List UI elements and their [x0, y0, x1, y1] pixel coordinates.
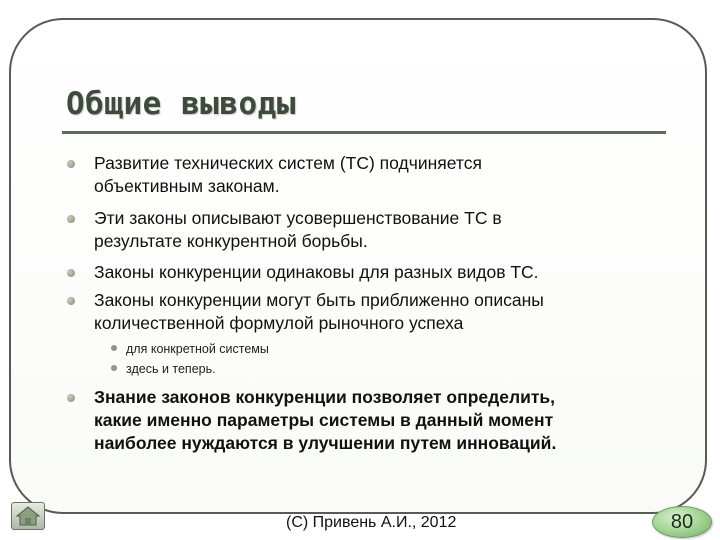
bullet-5-line-1: Знание законов конкуренции позволяет определить, — [94, 387, 556, 407]
home-button[interactable] — [11, 502, 45, 530]
bullet-1-line-1: Развитие технических систем (ТС) подчиняется — [94, 153, 482, 173]
bullet-item-5 — [94, 386, 654, 455]
page-number-badge: 80 — [652, 506, 712, 538]
sub-bullet-2: здесь и теперь. — [126, 362, 216, 376]
bullet-dot-icon — [67, 269, 75, 277]
sub-bullet-dot-icon — [111, 345, 117, 351]
home-icon — [12, 503, 44, 529]
title-divider — [62, 131, 666, 134]
bullet-2-line-2: результате конкурентной борьбы. — [94, 231, 368, 251]
bullet-item-1 — [94, 152, 614, 198]
footer-copyright: (С) Привень А.И., 2012 — [286, 514, 457, 531]
bullet-item-3 — [94, 261, 614, 284]
bullet-dot-icon — [67, 215, 75, 223]
bullet-dot-icon — [67, 160, 75, 168]
bullet-item-2 — [94, 207, 614, 253]
bullet-5-line-2: какие именно параметры системы в данный момент — [94, 410, 554, 430]
slide-title: Общие выводы — [66, 86, 296, 122]
bullet-4-line-1: Законы конкуренции могут быть приближенно описаны — [94, 290, 544, 310]
bullet-3-line-1: Законы конкуренции одинаковы для разных видов ТС. — [94, 262, 539, 282]
sub-bullet-1: для конкретной системы — [126, 342, 269, 356]
bullet-5-line-3: наиболее нуждаются в улучшении путем инноваций. — [94, 433, 557, 453]
bullet-dot-icon — [67, 297, 75, 305]
bullet-1-line-2: объективным законам. — [94, 176, 280, 196]
bullet-item-4 — [94, 289, 614, 335]
bullet-2-line-1: Эти законы описывают усовершенствование ТС в — [94, 208, 502, 228]
bullet-4-line-2: количественной формулой рыночного успеха — [94, 313, 464, 333]
bullet-dot-icon — [67, 394, 75, 402]
sub-bullet-dot-icon — [111, 365, 117, 371]
